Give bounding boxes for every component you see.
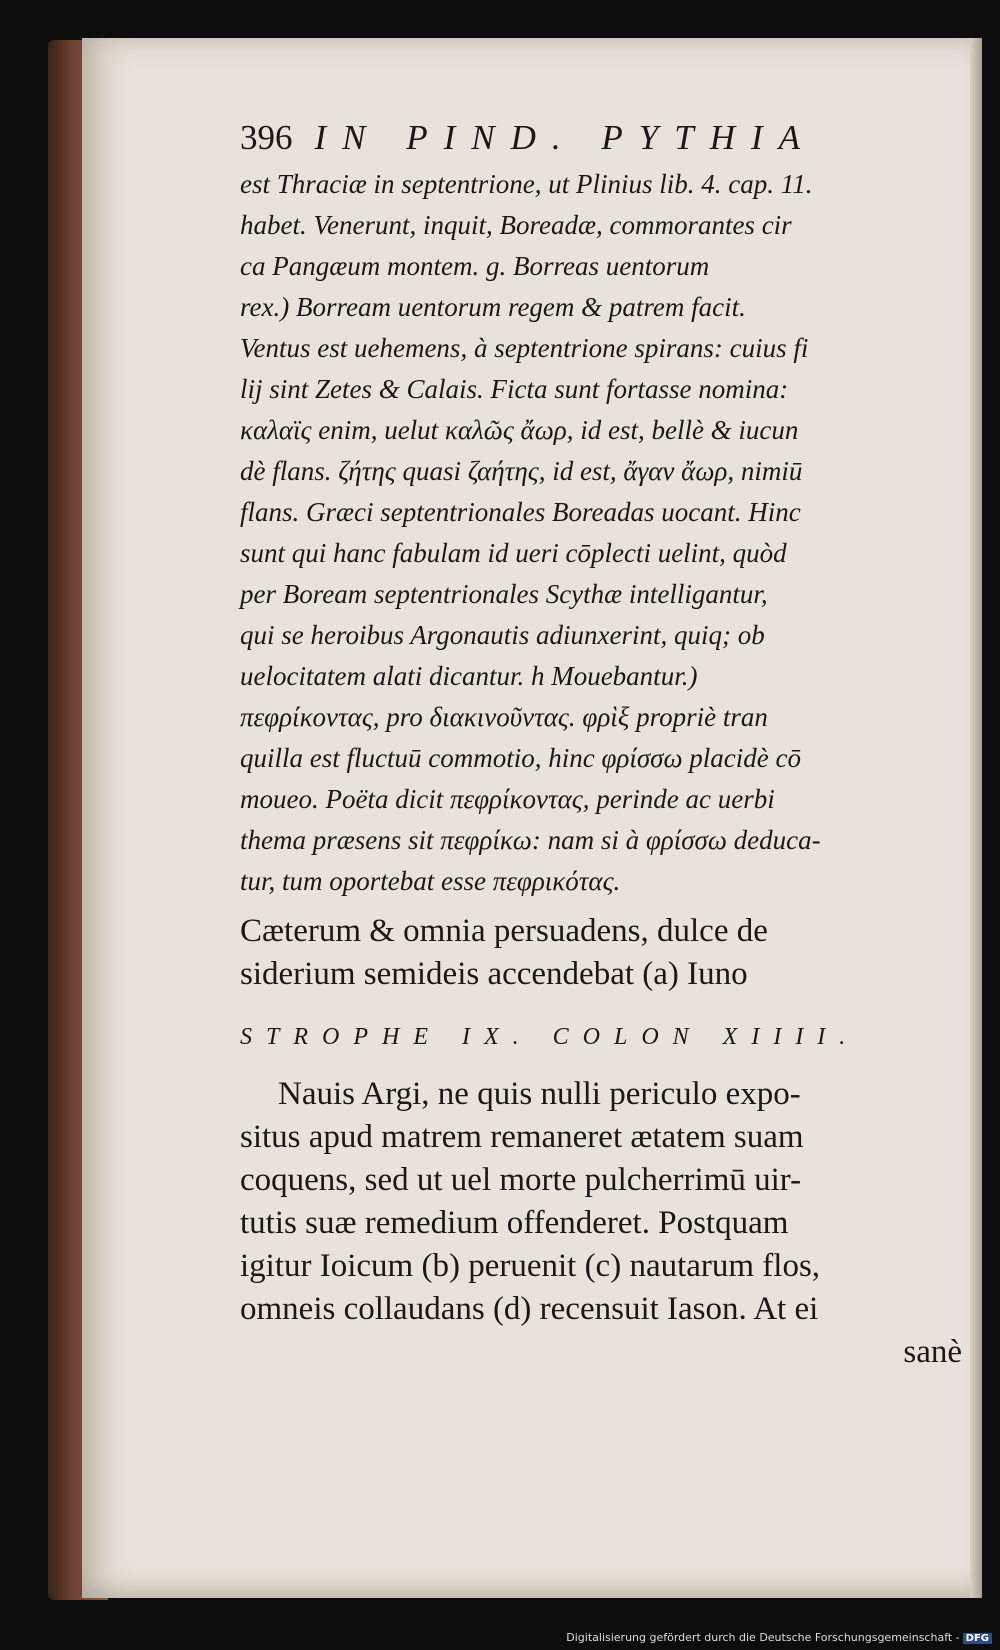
verse-line: tutis suæ remedium offenderet. Postquam [240, 1205, 789, 1241]
commentary-line: thema præsens sit πεφρίκω: nam si à φρίσσω deduca- [240, 825, 821, 855]
commentary-line: tur, tum oportebat esse πεφρικότας. [240, 866, 621, 896]
commentary [240, 164, 980, 902]
catchword: sanè [903, 1334, 962, 1370]
strophe-heading: STROPHE IX. COLON XIIII. [240, 1024, 860, 1050]
commentary-line: moueo. Poëta dicit πεφρίκοντας, perinde ac uerbi [240, 784, 775, 814]
credit-text: Digitalisierung gefördert durch die Deutsche Forschungsgemeinschaft - [566, 1631, 960, 1644]
commentary-line: flans. Græci septentrionales Boreadas uocant. Hinc [240, 497, 801, 527]
commentary-line: πεφρίκοντας, pro διακινοῦντας. φρὶξ propriè tran [240, 702, 768, 732]
page-number: 396 [240, 118, 293, 157]
commentary-line: uelocitatem alati dicantur. h Mouebantur.) [240, 661, 698, 691]
commentary-line: καλαϊς enim, uelut καλῶς ἄωρ, id est, bellè & iucun [240, 415, 799, 445]
verse-line: Nauis Argi, ne quis nulli periculo expo- [278, 1076, 801, 1112]
commentary-line: quilla est fluctuū commotio, hinc φρίσσω placidè cō [240, 743, 802, 773]
commentary-line: sunt qui hanc fabulam id ueri cōplecti uelint, quòd [240, 538, 787, 568]
verse-line: Cæterum & omnia persuadens, dulce de [240, 913, 768, 949]
verse-line: situs apud matrem remaneret ætatem suam [240, 1119, 804, 1155]
dfg-logo: DFG [963, 1633, 992, 1644]
digitization-credit [566, 1631, 992, 1644]
verse-translation-part1 [240, 910, 980, 996]
verse-translation-part2 [240, 1073, 980, 1374]
verse-line: igitur Ioicum (b) peruenit (c) nautarum flos, [240, 1248, 821, 1284]
running-title: IN PIND. PYTHIA [314, 118, 817, 157]
running-header [240, 118, 980, 158]
verse-line: siderium semideis accendebat (a) Iuno [240, 956, 748, 992]
verse-line: omneis collaudans (d) recensuit Iason. At ei [240, 1291, 819, 1327]
commentary-line: qui se heroibus Argonautis adiunxerint, quiq; ob [240, 620, 765, 650]
commentary-line: lij sint Zetes & Calais. Ficta sunt fortasse nomina: [240, 374, 789, 404]
verse-line: coquens, sed ut uel morte pulcherrimū uir- [240, 1162, 802, 1198]
page-text [240, 118, 980, 1374]
commentary-line: rex.) Borream uentorum regem & patrem facit. [240, 292, 746, 322]
commentary-line: habet. Venerunt, inquit, Boreadæ, commorantes cir [240, 210, 792, 240]
commentary-line: ca Pangæum montem. g. Borreas uentorum [240, 251, 710, 281]
commentary-line: est Thraciæ in septentrione, ut Plinius lib. 4. cap. 11. [240, 169, 813, 199]
commentary-line: per Boream septentrionales Scythæ intelligantur, [240, 579, 768, 609]
commentary-line: Ventus est uehemens, à septentrione spirans: cuius fi [240, 333, 809, 363]
commentary-line: dè flans. ζήτης quasi ζαήτης, id est, ἄγαν ἄωρ, nimiū [240, 456, 803, 486]
